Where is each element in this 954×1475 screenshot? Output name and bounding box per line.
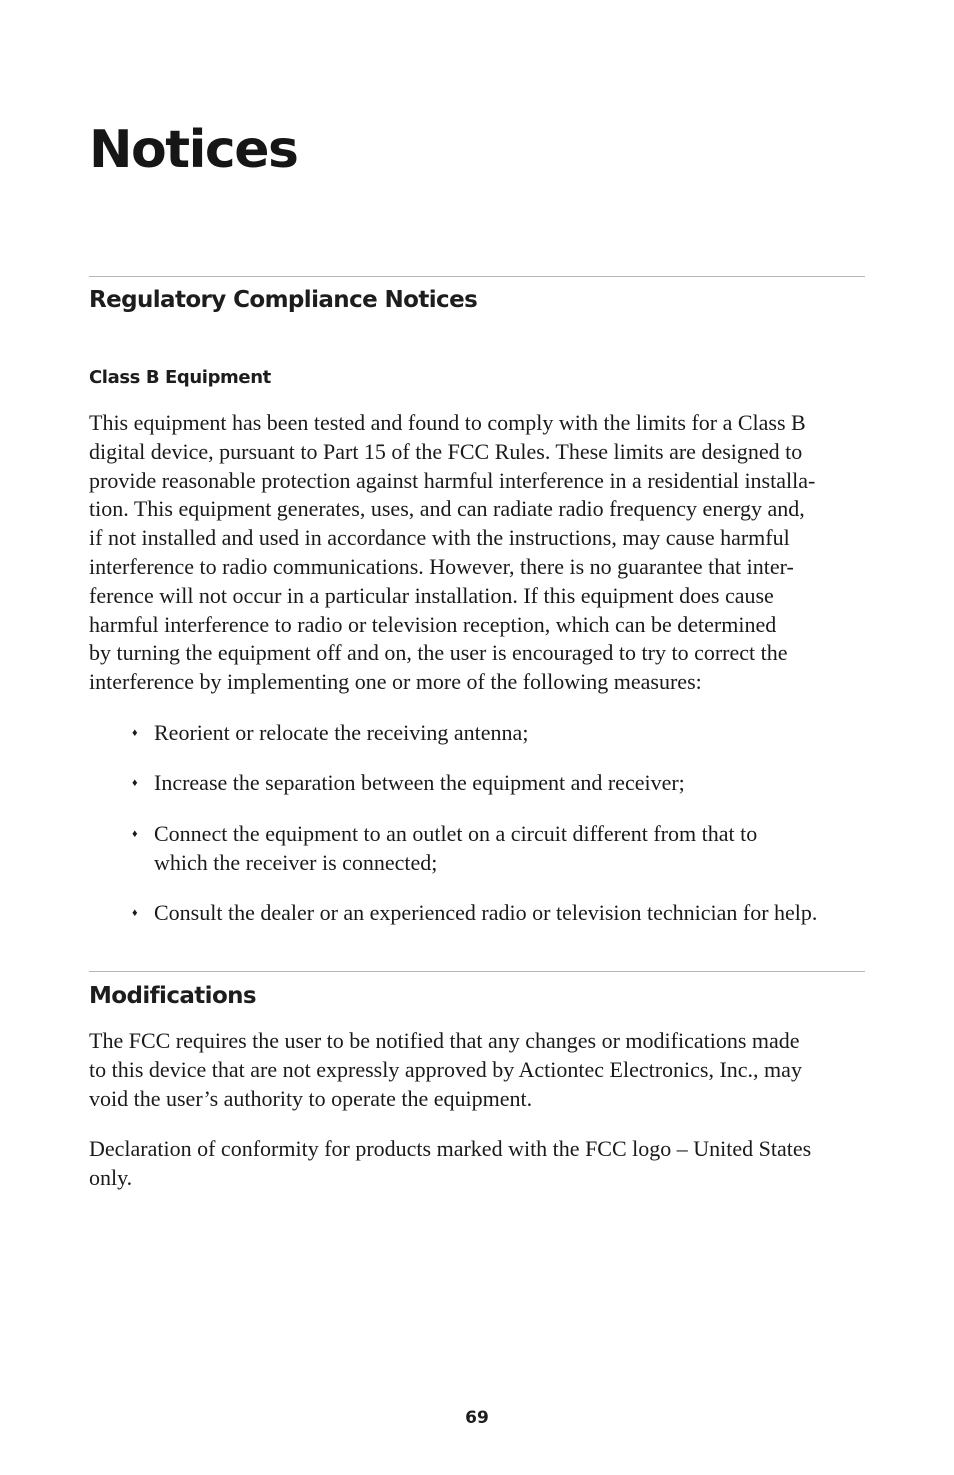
modifications-paragraph-2: [89, 1135, 865, 1193]
class-b-paragraph: [89, 409, 865, 697]
modifications-paragraph-1: [89, 1027, 865, 1113]
paragraph-line: The FCC requires the user to be notified that any changes or modifications made: [89, 1028, 800, 1053]
paragraph-line: Declaration of conformity for products marked with the FCC logo – United States: [89, 1136, 812, 1161]
paragraph-line: void the user’s authority to operate the equipment.: [89, 1085, 533, 1111]
paragraph-line: by turning the equipment off and on, the user is encouraged to try to correct the: [89, 640, 788, 666]
page-title: Notices: [89, 120, 298, 180]
diamond-bullet-icon: ♦: [132, 727, 138, 739]
paragraph-line: tion. This equipment generates, uses, and can radiate radio frequency energy and,: [89, 496, 805, 522]
heading-class-b-equipment: Class B Equipment: [89, 367, 271, 388]
paragraph-line: interference by implementing one or more of the following measures:: [89, 669, 702, 695]
list-item-text: Consult the dealer or an experienced radio or television technician for help.: [154, 900, 818, 925]
list-item-text: Increase the separation between the equipment and receiver;: [154, 770, 685, 795]
list-item-text: Reorient or relocate the receiving antenna;: [154, 720, 529, 745]
section-divider-regulatory: [89, 276, 865, 277]
paragraph-line: ference will not occur in a particular installation. If this equipment does cause: [89, 582, 774, 608]
paragraph-line: This equipment has been tested and found to comply with the limits for a Class B: [89, 410, 806, 435]
diamond-bullet-icon: ♦: [132, 828, 138, 840]
list-item-text: which the receiver is connected;: [154, 849, 438, 875]
paragraph-line: interference to radio communications. However, there is no guarantee that inter-: [89, 553, 794, 579]
list-item-text: Connect the equipment to an outlet on a circuit different from that to: [154, 821, 758, 846]
diamond-bullet-icon: ♦: [132, 777, 138, 789]
heading-modifications: Modifications: [89, 983, 257, 1009]
diamond-bullet-icon: ♦: [132, 907, 138, 919]
paragraph-line: digital device, pursuant to Part 15 of the FCC Rules. These limits are designed to: [89, 438, 803, 464]
paragraph-line: to this device that are not expressly approved by Actiontec Electronics, Inc., may: [89, 1056, 802, 1082]
paragraph-line: only.: [89, 1164, 133, 1190]
paragraph-line: provide reasonable protection against harmful interference in a residential installa-: [89, 467, 816, 493]
page-number: 69: [465, 1408, 489, 1428]
section-divider-modifications: [89, 971, 865, 972]
heading-regulatory-compliance: Regulatory Compliance Notices: [89, 287, 478, 313]
paragraph-line: if not installed and used in accordance with the instructions, may cause harmful: [89, 525, 790, 551]
paragraph-line: harmful interference to radio or television reception, which can be determined: [89, 611, 777, 637]
